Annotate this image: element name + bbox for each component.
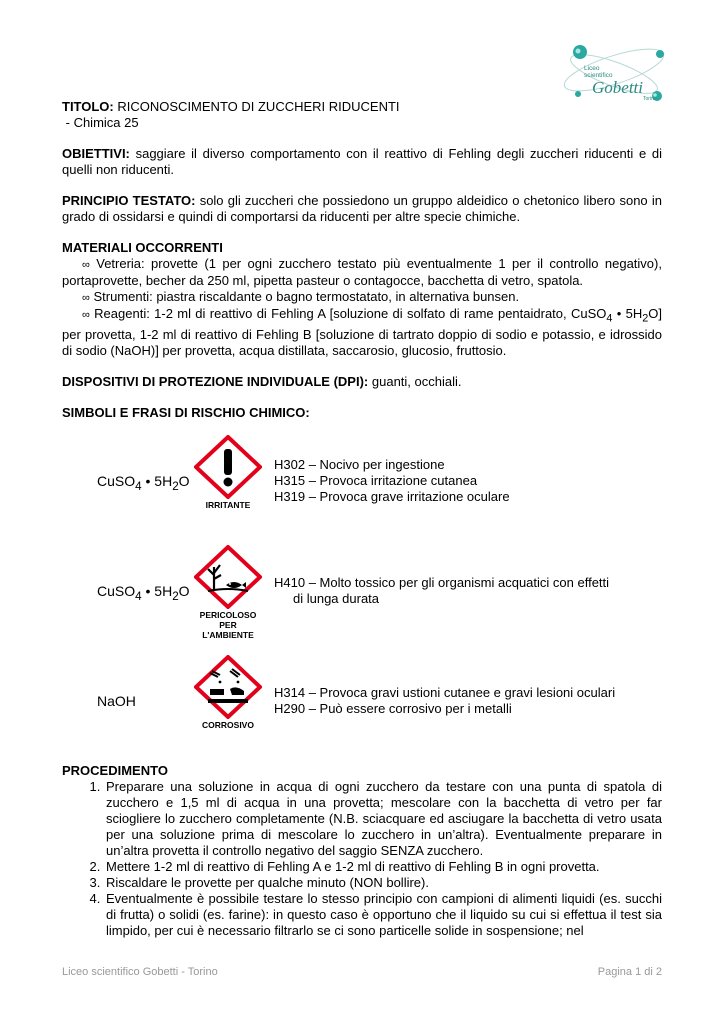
objectives-text: saggiare il diverso comportamento con il reattivo di Fehling degli zuccheri riducenti e di quelli non riducenti. xyxy=(62,146,662,177)
title-line xyxy=(62,99,662,115)
infinity-bullet-icon: ∞ xyxy=(82,259,90,271)
list-item: 1. Preparare una soluzione in acqua di ogni zucchero da testare con una punta di spatola di zucchero e 1,5 ml di acqua in una provetta; mescolare con la bacchetta di vetro per far sciogliere lo zucchero completamente (N.B. sciacquare ed asciugare la bacchetta di vetro usata per una soluzione prima di mescolare lo zucchero in un’altra). Eventualmente preparare in un’altra provetta il controllo negativo del saggio SENZA zucchero. xyxy=(104,779,662,859)
logo-line1: Liceo xyxy=(584,65,600,72)
procedure-list xyxy=(62,779,662,939)
procedure-heading: PROCEDIMENTO xyxy=(62,762,168,778)
exclamation-hazard-icon xyxy=(194,435,262,510)
title-subject: - Chimica 25 xyxy=(65,115,139,130)
hazard-statements: H302 – Nocivo per ingestione H315 – Provoca irritazione cutanea H319 – Provoca grave irritazione oculare xyxy=(274,456,510,504)
principle-text: solo gli zuccheri che possiedono un gruppo aldeidico o chetonico libero sono in grado di ossidarsi e quindi di comportarsi da riducenti per altre specie chimiche. xyxy=(62,193,662,224)
materials-glassware: ∞ Vetreria: provette (1 per ogni zucchero testato più eventualmente 1 per il controllo negativo), portaprovette, becher da 250 ml, pipetta pasteur o contagocce, bacchetta di vetro, spatola. xyxy=(62,256,662,288)
document-body xyxy=(62,99,662,939)
logo-city: Torino xyxy=(643,96,657,102)
principle-label: PRINCIPIO TESTATO: xyxy=(62,193,196,208)
list-item: 4. Eventualmente è possibile testare lo stesso principio con campioni di alimenti liquidi (es. succhi di frutta) o solidi (es. farine): in questo caso è opportuno che il liquido su cui si effettua il test sia limpido, per cui è necessario filtrarlo se ci sono particelle solide in sospensione; nel xyxy=(104,891,662,939)
hazard-formula: NaOH xyxy=(97,692,136,709)
hazard-caption: CORROSIVO xyxy=(202,719,254,730)
ppe-label: DISPOSITIVI DI PROTEZIONE INDIVIDUALE (DPI): xyxy=(62,373,369,389)
title-text: RICONOSCIMENTO DI ZUCCHERI RIDUCENTI xyxy=(117,99,400,114)
corrosive-hazard-icon xyxy=(194,655,262,730)
logo-line2: scientifico xyxy=(584,72,613,79)
ppe-text: guanti, occhiali. xyxy=(371,373,462,389)
objectives-label: OBIETTIVI: xyxy=(62,146,130,161)
list-item: 3. Riscaldare le provette per qualche minuto (NON bollire). xyxy=(104,875,662,891)
environment-hazard-icon xyxy=(194,545,262,640)
hazard-formula: CuSO$_4$ • $5H_2O$ xyxy=(97,472,190,493)
footer-school: Liceo scientifico Gobetti - Torino xyxy=(62,966,218,978)
materials-heading: MATERIALI OCCORRENTI xyxy=(62,240,223,255)
infinity-bullet-icon: ∞ xyxy=(82,292,90,304)
school-logo xyxy=(556,40,672,106)
objectives xyxy=(62,146,662,178)
hazard-row-environment xyxy=(62,545,662,655)
infinity-bullet-icon: ∞ xyxy=(82,309,90,321)
hazard-row-corrosive xyxy=(62,655,662,763)
title-label: TITOLO: xyxy=(62,99,114,114)
materials-reagents: ∞ Reagenti: 1-2 ml di reattivo di Fehling A [soluzione di solfato di rame pentaidrato, CuSO$_4$ • $5H_2O$] per provetta, 1-2 ml di reattivo di Fehling B [soluzione di tartrato doppio di sodio e potassio, e idrossido di sodio (NaOH)] per provetta, acqua distillata, saccarosio, glucosio, fruttosio. xyxy=(62,306,662,358)
hazard-row-irritant xyxy=(62,435,662,545)
list-item: 2. Mettere 1-2 ml di reattivo di Fehling A e 1-2 ml di reattivo di Fehling B in ogni provetta. xyxy=(104,859,662,875)
hazard-caption: IRRITANTE xyxy=(205,499,251,510)
hazard-heading: SIMBOLI E FRASI DI RISCHIO CHIMICO: xyxy=(62,404,310,420)
principle xyxy=(62,193,662,225)
hazard-statements: H314 – Provoca gravi ustioni cutanee e gravi lesioni oculari H290 – Può essere corrosivo per i metalli xyxy=(274,684,616,716)
footer-page-number: Pagina 1 di 2 xyxy=(597,966,662,978)
logo-name: Gobetti xyxy=(592,78,643,97)
hazard-caption: PERICOLOSO PER L'AMBIENTE xyxy=(199,609,257,640)
ppe-line xyxy=(62,374,662,390)
materials-instruments: ∞ Strumenti: piastra riscaldante o bagno termostatato, in alternativa bunsen. xyxy=(82,289,520,304)
hazard-statements: H410 – Molto tossico per gli organismi acquatici con effetti di lunga durata xyxy=(274,574,610,606)
hazard-formula: CuSO$_4$ • $5H_2O$ xyxy=(97,582,190,603)
